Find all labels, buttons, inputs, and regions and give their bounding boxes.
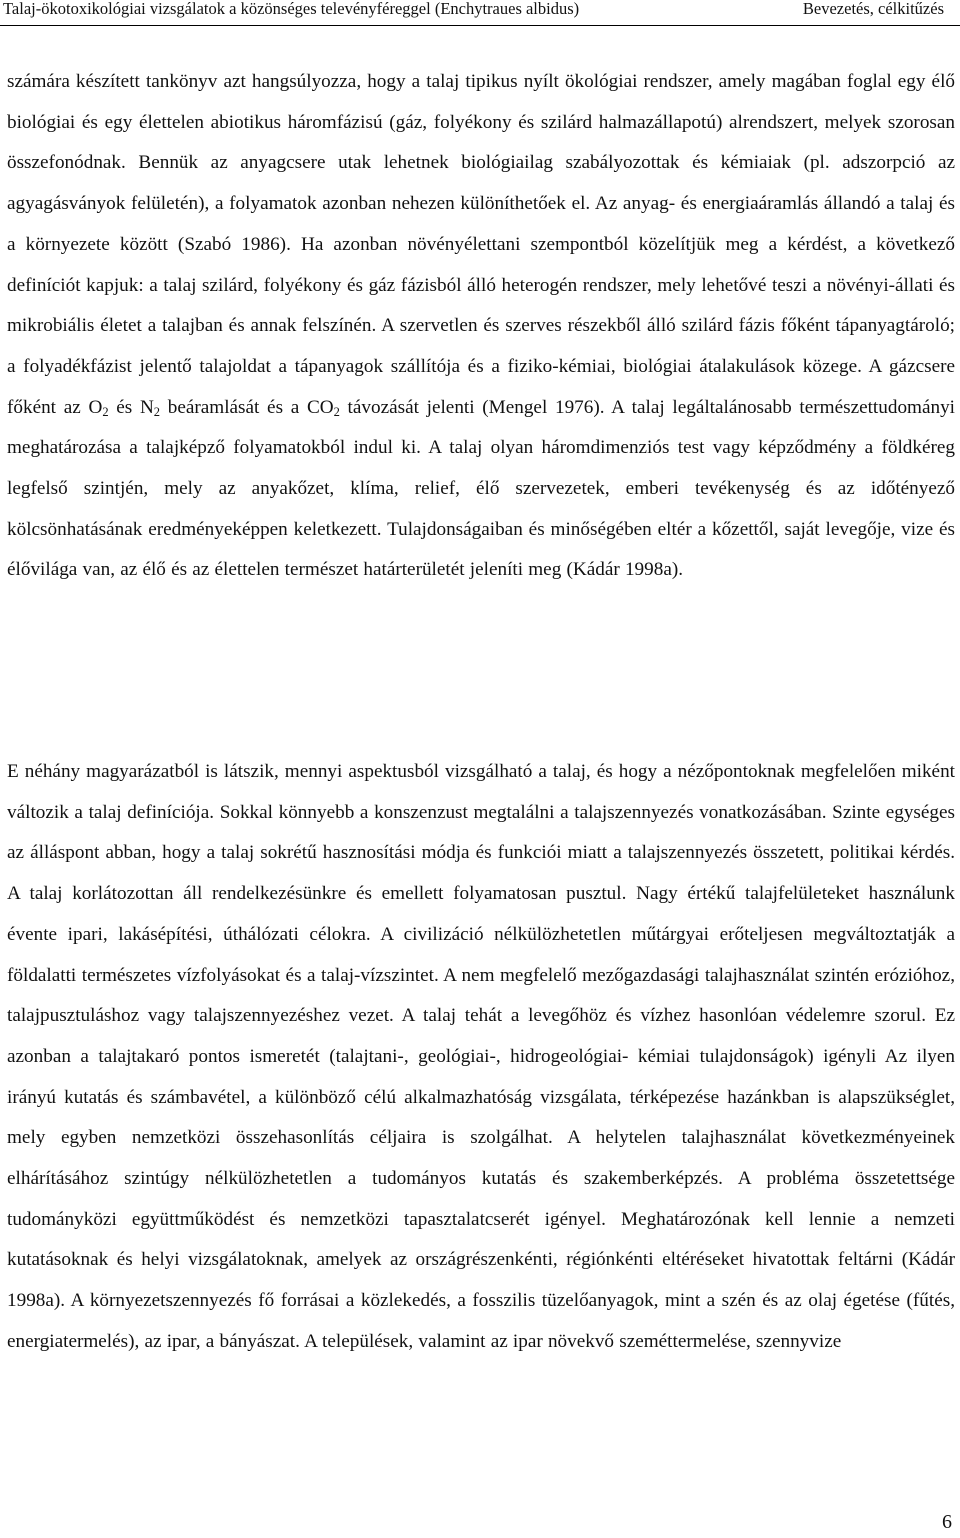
paragraph-1-text-c: beáramlását és a CO (160, 396, 334, 418)
paragraph-1-text-d: távozását jelenti (Mengel 1976). A talaj legáltalánosabb természettudományi meghatározása a talajképző folyamatokból indul ki. A talaj olyan háromdimenziós test vagy képződmény a földkéreg legfelső szintjén, mely az anyakőzet, klíma, relief, élő szervezetek, emberi tevékenység és az időtényező kölcsönhatásának eredményeképpen keletkezett. Tulajdonságaiban és minőségében eltér a kőzettől, saját levegője, vize és élővilága van, az élő és az élettelen természet határterületét jeleníti meg (Kádár 1998a). (7, 396, 956, 581)
paragraph-1-text-a: számára készített tankönyv azt hangsúlyozza, hogy a talaj tipikus nyílt ökológiai rendszer, amely magában foglal egy élő biológiai és egy élettelen abiotikus háromfázisú (gáz, folyékony és szilárd halmazállapotú) alrendszert, melyek szorosan összefonódnak. Bennük az anyagcsere utak lehetnek biológiailag szabályozottak és kémiaiak (pl. adszorpció az agyagásványok felületén), a folyamatok azonban nehezen különíthetőek el. Az anyag- és energiaáramlás állandó a talaj és a környezete között (Szabó 1986). Ha azonban növényélettani szempontból közelítjük meg a kérdést, a következő definíciót kapjuk: a talaj szilárd, folyékony és gáz fázisból álló heterogén rendszer, mely lehetővé teszi a növényi-állati és mikrobiális életet a talajban és annak felszínén. A szervetlen és szerves részekből álló szilárd fázis főként tápanyagtároló; a folyadékfázist jelentő talajoldat a tápanyagok szállítója és a fiziko-kémiai, biológiai átalakulások közege. A gázcsere főként az O (7, 71, 955, 418)
oxygen-subscript: 2 (102, 404, 109, 419)
header-title: Talaj-ökotoxikológiai vizsgálatok a közönséges televényféreggel (Enchytraues albidus) (3, 0, 580, 18)
header-section: Bevezetés, célkitűzés (802, 0, 944, 18)
paragraph-1-text-b: és N (108, 396, 154, 418)
nitrogen-subscript: 2 (153, 404, 161, 419)
co2-subscript: 2 (333, 404, 340, 419)
body-paragraph-2: E néhány magyarázatból is látszik, mennyi aspektusból vizsgálható a talaj, és hogy a nézőpontoknak megfelelően miként változik a talaj definíciója. Sokkal könnyebb a konszenzust megtalálni a talajszennyezés vonatkozásában. Szinte egységes az álláspont abban, hogy a talaj sokrétű hasznosítási módja és funkciói miatt a talajszennyezés összetett, politikai kérdés. A talaj korlátozottan áll rendelkezésünkre és emellett folyamatosan pusztul. Nagy értékű talajfelületeket használunk évente ipari, lakásépítési, úthálózati célokra. A civilizáció nélkülözhetetlen műtárgyai erőteljesen megváltoztatják a földalatti természetes vízfolyásokat és a talaj-vízszintet. A nem megfelelő mezőgazdasági talajhasználat szintén erózióhoz, talajpusztuláshoz vagy talajszennyezéshez vezet. A talaj tehát a levegőhöz és vízhez hasonlóan védelemre szorul. Ez azonban a talajtakaró pontos ismeretét (talajtani-, geológiai-, hidrogeológiai- kémiai tulajdonságok) igényli Az ilyen irányú kutatás és számbavétel, a különböző célú alkalmazhatóság vizsgálata, térképezése hazánkban is alapszükséglet, mely egyben nemzetközi összehasonlítás céljaira is szolgálhat. A helytelen talajhasználat következményeinek elhárításához szintúgy nélkülözhetetlen a tudományos kutatás és szakemberképzés. A probléma összetettsége tudományközi együttműködést és nemzetközi tapasztalatcserét igényel. Meghatározónak kell lennie a nemzeti kutatásoknak és helyi vizsgálatoknak, amelyek az országrészenkénti, régiónkénti eltéréseket hivatottak feltárni (Kádár 1998a). A környezetszennyezés fő forrásai a közlekedés, a fosszilis tüzelőanyagok, mint a szén és az olaj égetése (fűtés, energiatermelés), az ipar, a bányászat. A települések, valamint az ipar növekvő szeméttermelése, szennyvize (7, 761, 955, 1352)
body-paragraph-1 (0, 62, 960, 591)
page-number: 6 (942, 1511, 952, 1533)
header-divider (0, 25, 960, 26)
